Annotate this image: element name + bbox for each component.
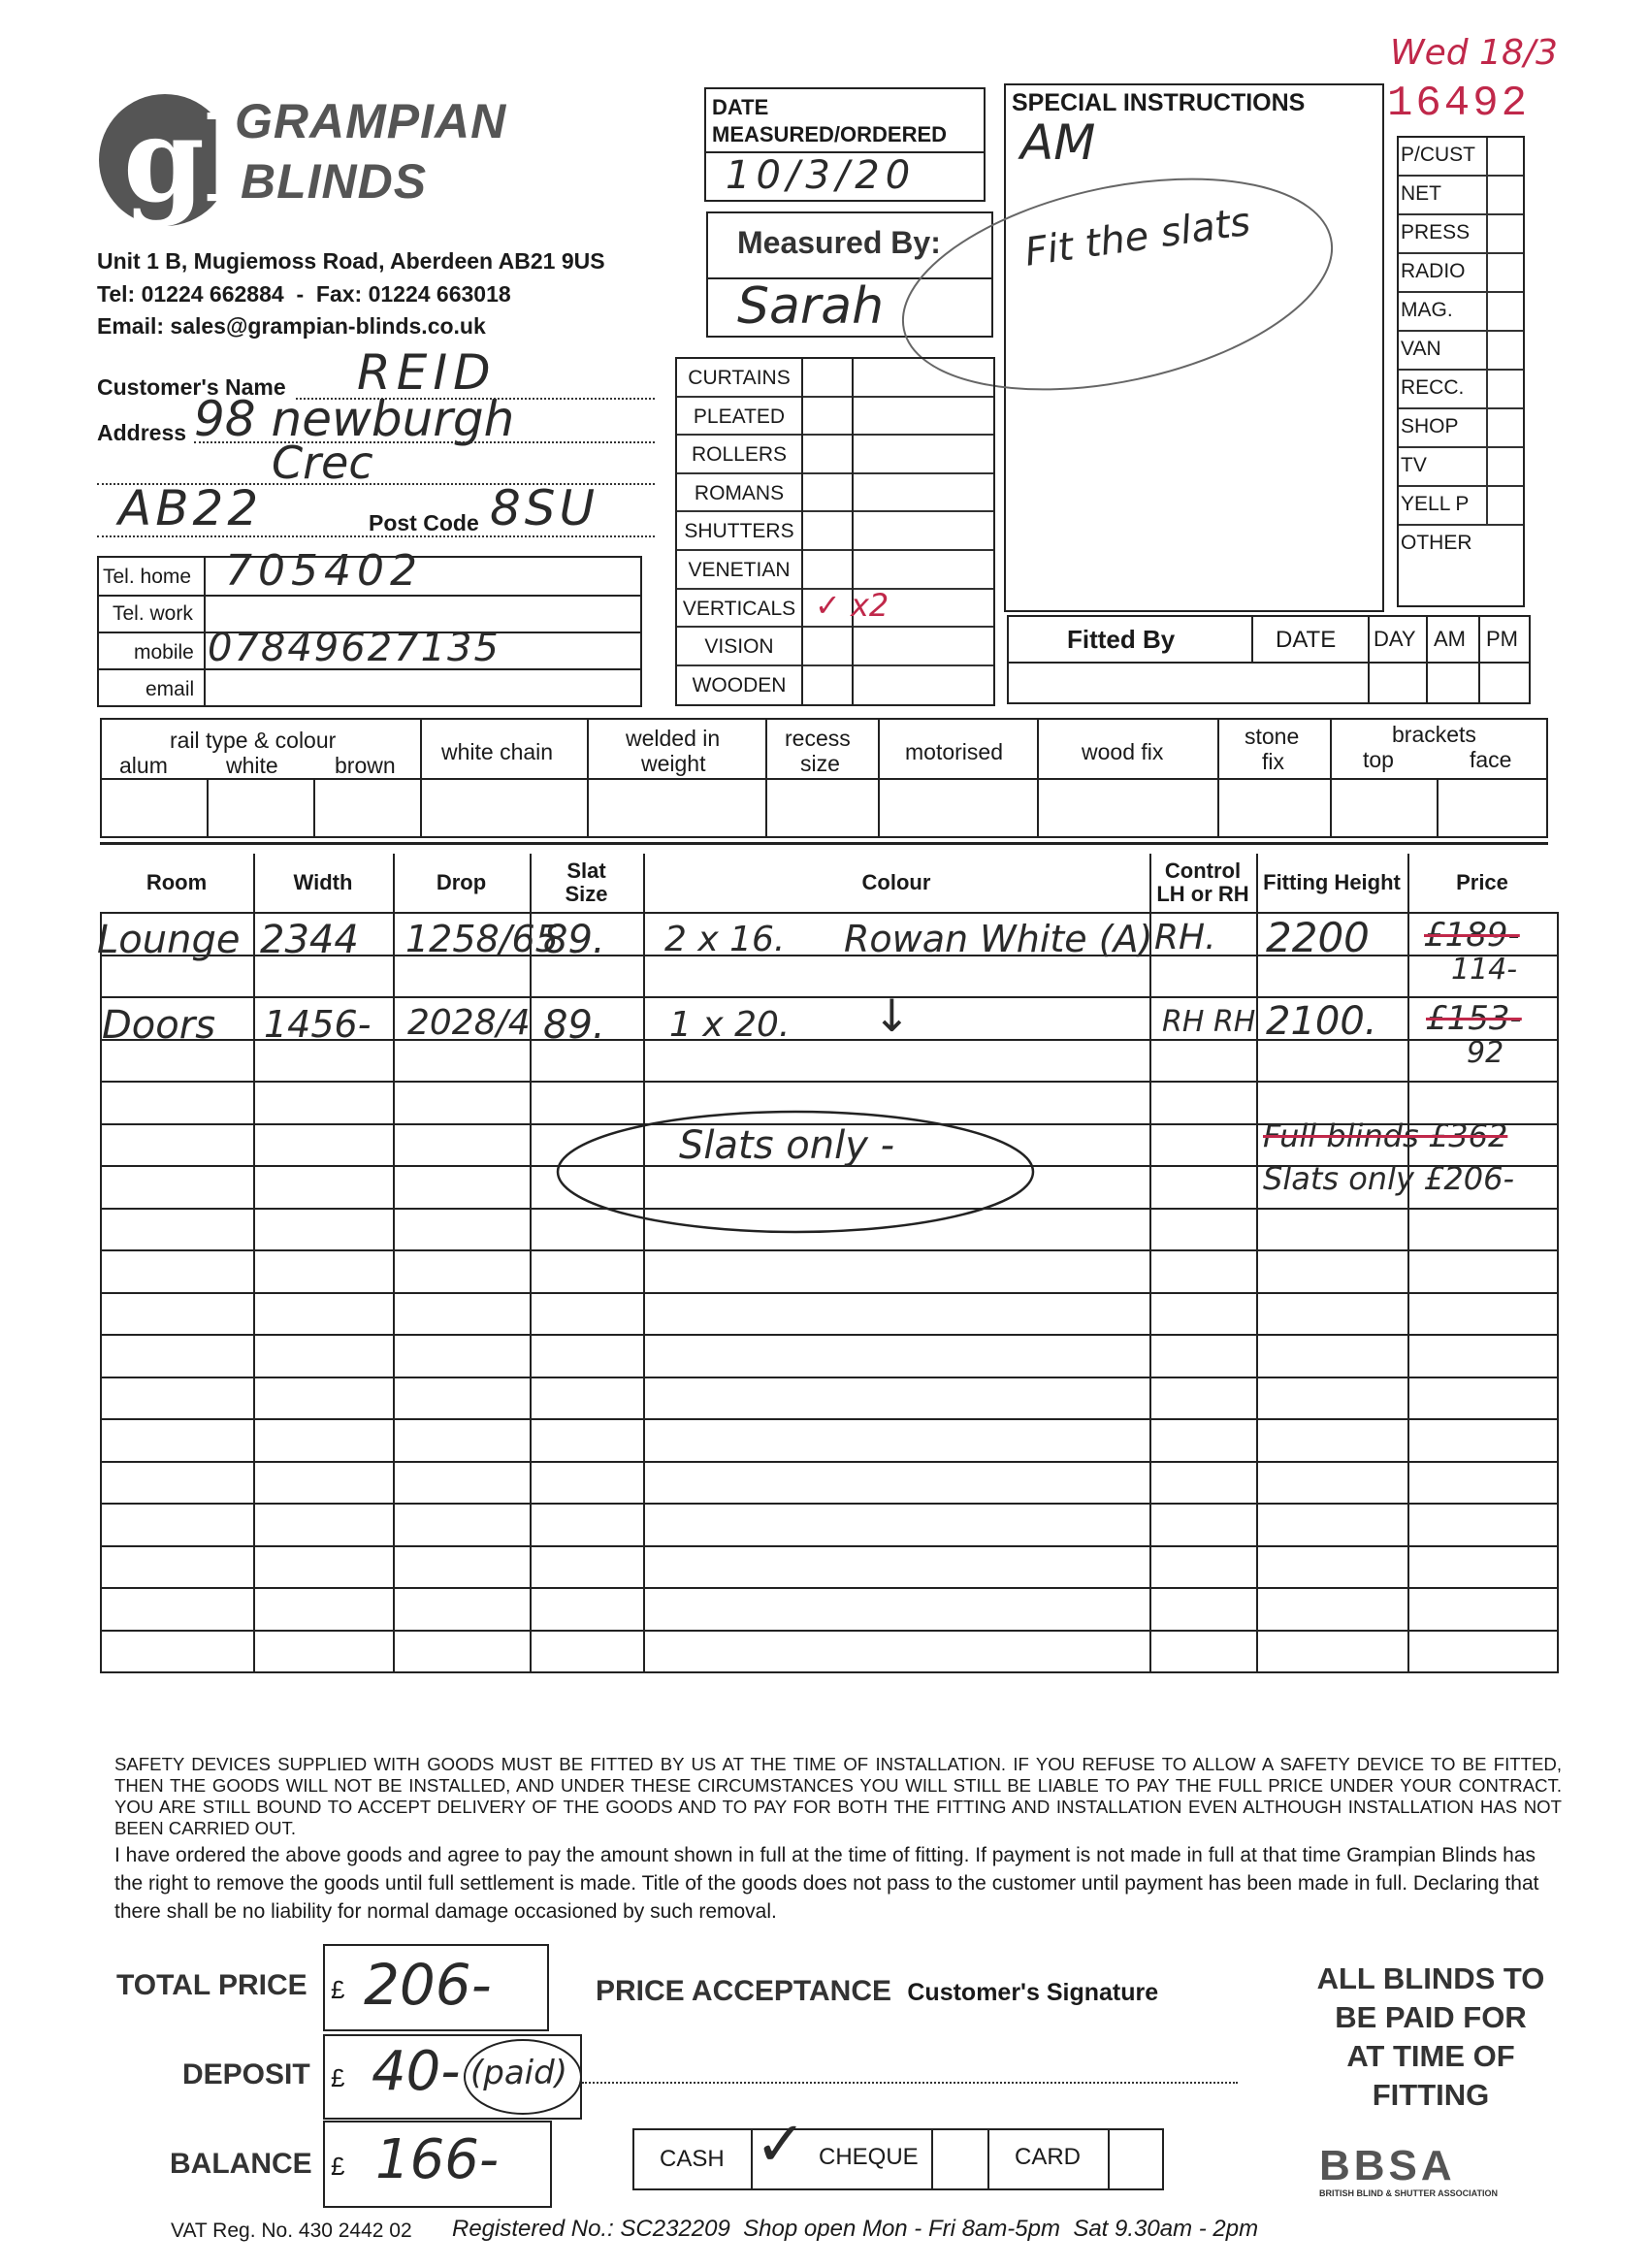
price-acceptance-title: PRICE ACCEPTANCE <box>596 1975 892 2007</box>
brackets-face-label: face <box>1470 747 1512 772</box>
header-slat <box>530 854 643 912</box>
source-checkbox[interactable] <box>1486 409 1523 446</box>
price-acceptance <box>596 1975 1158 2008</box>
source-label: OTHER <box>1401 532 1472 554</box>
fitted-am-label: AM <box>1434 627 1466 651</box>
stone-fix-label-2: fix <box>1262 749 1284 774</box>
payment-method-box <box>632 2109 1164 2190</box>
source-label: NET <box>1401 182 1441 205</box>
cheque-option[interactable]: CHEQUE <box>819 2144 919 2170</box>
cash-checkmark: ✓ <box>755 2109 807 2181</box>
header-slat-line1: Slat <box>566 859 606 883</box>
source-label: PRESS <box>1401 221 1471 243</box>
row1-price-new: 114- <box>1451 953 1518 987</box>
balance-value: 166- <box>375 2128 500 2191</box>
vat-number: VAT Reg. No. 430 2442 02 <box>171 2219 412 2242</box>
product-label: PLEATED <box>693 405 786 428</box>
date-label: DATE <box>712 95 769 119</box>
row2-qty: 1 x 20. <box>669 1005 791 1045</box>
source-list <box>1397 136 1525 607</box>
row1-colour: Rowan White (A) <box>844 918 1153 960</box>
product-checkbox[interactable] <box>803 436 852 472</box>
date-value: 10/3/20 <box>726 153 917 198</box>
brackets-label: brackets <box>1392 722 1476 747</box>
total-price-value: 206- <box>364 1952 492 2018</box>
postcode-prefix: AB22 <box>118 480 263 536</box>
tel-email-label: email <box>146 678 195 700</box>
source-checkbox[interactable] <box>1486 215 1523 252</box>
header-colour: Colour <box>861 870 931 894</box>
header-control-line1: Control <box>1164 859 1242 883</box>
product-label: VERTICALS <box>682 597 796 620</box>
row2-slat: 89. <box>543 1003 605 1048</box>
company-name-line1: GRAMPIAN <box>235 94 507 148</box>
source-checkbox[interactable] <box>1486 177 1523 213</box>
header-control <box>1149 854 1256 912</box>
source-checkbox[interactable] <box>1486 254 1523 291</box>
telephone-box <box>97 546 642 707</box>
source-row <box>1399 526 1523 565</box>
header-control-line2: LH or RH <box>1156 882 1249 906</box>
measured-by-value: Sarah <box>737 277 885 336</box>
currency-symbol: £ <box>331 2152 345 2181</box>
logo-mark <box>92 92 286 229</box>
source-checkbox[interactable] <box>1486 448 1523 485</box>
row1-width: 2344 <box>260 918 359 962</box>
row2-colour: ↓ <box>873 989 911 1042</box>
tel-home-value: 705402 <box>225 546 423 596</box>
product-row <box>677 551 993 590</box>
welded-label-2: weight <box>641 751 706 776</box>
motorised-label: motorised <box>905 739 1003 764</box>
bbsa-caption: BRITISH BLIND & SHUTTER ASSOCIATION <box>1319 2188 1498 2198</box>
header-width: Width <box>293 870 353 894</box>
deposit-label: DEPOSIT <box>182 2058 310 2090</box>
wood-fix-label: wood fix <box>1082 739 1164 764</box>
source-row <box>1399 138 1523 177</box>
balance-label: BALANCE <box>170 2148 312 2180</box>
source-checkbox[interactable] <box>1486 487 1523 524</box>
total-price-box <box>323 1944 549 2031</box>
agreement-terms: I have ordered the above goods and agree to pay the amount shown in full at the time of fitting. If payment is not made in full at that time Grampian Blinds has the right to remove the goods until full settlement is made. Title of the goods does not pass to the customer until payment has been made in full. Declaring that there shall be no liability for normal damage occasioned by such removal. <box>114 1844 1539 1923</box>
address-line2: Crec <box>272 437 373 489</box>
product-checkbox[interactable] <box>803 551 852 588</box>
product-label: VENETIAN <box>688 559 791 581</box>
fitted-by-box <box>1007 615 1531 704</box>
slats-only-price: Slats only £206- <box>1263 1160 1515 1197</box>
source-label: YELL P <box>1401 493 1470 515</box>
product-checkbox[interactable] <box>803 474 852 511</box>
product-row <box>677 512 993 551</box>
source-row <box>1399 409 1523 448</box>
white-chain-label: white chain <box>441 739 554 764</box>
payment-notice <box>1280 1960 1581 2115</box>
full-blinds-old: Full blinds £362 <box>1263 1118 1508 1154</box>
notice-line2: BE PAID FOR <box>1335 2000 1527 2034</box>
deposit-value: 40- <box>372 2040 461 2103</box>
product-row <box>677 436 993 474</box>
product-row <box>677 398 993 437</box>
product-row <box>677 359 993 398</box>
source-row <box>1399 371 1523 409</box>
logo-letters: gb <box>123 92 286 229</box>
row2-fitting: 2100. <box>1266 999 1377 1044</box>
row1-drop: 1258/65 <box>405 918 559 960</box>
source-checkbox[interactable] <box>1486 332 1523 369</box>
signature-label: Customer's Signature <box>907 1979 1159 2006</box>
product-checkbox[interactable] <box>803 666 852 705</box>
row2-price-old: £153- <box>1426 999 1522 1038</box>
product-checkbox[interactable] <box>803 359 852 396</box>
notice-line4: FITTING <box>1372 2078 1490 2112</box>
order-number: 16492 <box>1387 80 1531 128</box>
notice-line1: ALL BLINDS TO <box>1316 1961 1545 1995</box>
card-option[interactable]: CARD <box>1015 2144 1082 2170</box>
order-day: Wed 18/3 <box>1390 33 1558 73</box>
tel-mobile-value: 07849627135 <box>208 626 501 670</box>
welded-label-1: welded in <box>626 726 721 751</box>
currency-symbol: £ <box>331 1975 345 2004</box>
special-instructions-am: AM <box>1020 114 1096 171</box>
notice-line3: AT TIME OF <box>1346 2039 1515 2073</box>
source-row <box>1399 254 1523 293</box>
source-row <box>1399 487 1523 526</box>
source-checkbox[interactable] <box>1486 371 1523 407</box>
source-label: SHOP <box>1401 415 1459 437</box>
source-checkbox[interactable] <box>1486 293 1523 330</box>
source-label: P/CUST <box>1401 144 1476 166</box>
fitted-pm-label: PM <box>1486 627 1518 651</box>
row2-room: Doors <box>102 1003 216 1048</box>
special-instructions-label: SPECIAL INSTRUCTIONS <box>1012 89 1306 116</box>
company-logo <box>92 92 286 229</box>
rail-white-label: white <box>226 753 278 778</box>
source-label: RADIO <box>1401 260 1466 282</box>
tel-mobile-label: mobile <box>134 641 194 664</box>
currency-symbol: £ <box>331 2063 345 2092</box>
row2-width: 1456- <box>264 1003 372 1046</box>
row2-drop: 2028/4 <box>407 1003 531 1043</box>
safety-terms: SAFETY DEVICES SUPPLIED WITH GOODS MUST BE FITTED BY US AT THE TIME OF INSTALLATION. IF YOU REFUSE TO ALLOW A SAFETY DEVICE TO BE FITTED, THEN THE GOODS WILL NOT BE INSTALLED, AND UNDER THESE CIRCUMSTANCES YOU WILL STILL BE LIABLE TO PAY THE FULL PRICE UNDER YOUR CONTRACT. YOU ARE STILL BOUND TO ACCEPT DELIVERY OF THE GOODS AND TO PAY FOR BOTH THE FITTING AND INSTALLATION EVEN ALTHOUGH INSTALLATION HAS NOT BEEN CARRIED OUT. <box>114 1754 1562 1838</box>
company-address: Unit 1 B, Mugiemoss Road, Aberdeen AB21 9US <box>97 248 605 274</box>
tel-work-label: Tel. work <box>113 602 193 625</box>
address-label: Address <box>97 420 187 445</box>
stone-fix-label-1: stone <box>1245 724 1300 749</box>
product-checkbox[interactable] <box>803 398 852 435</box>
row1-qty: 2 x 16. <box>664 920 786 959</box>
product-label: SHUTTERS <box>684 520 794 543</box>
header-room: Room <box>146 870 208 894</box>
source-label: MAG. <box>1401 299 1453 321</box>
product-type-box <box>675 357 995 706</box>
customer-name-value: REID <box>357 344 497 401</box>
source-row <box>1399 177 1523 215</box>
cash-option[interactable]: CASH <box>660 2146 725 2172</box>
product-label: VISION <box>704 635 774 659</box>
header-slat-line2: Size <box>565 882 608 906</box>
source-row <box>1399 332 1523 371</box>
rail-alum-label: alum <box>119 753 168 778</box>
total-price-label: TOTAL PRICE <box>116 1969 307 2001</box>
registered-info: Registered No.: SC232209 Shop open Mon - Fri 8am-5pm Sat 9.30am - 2pm <box>452 2216 1259 2242</box>
special-instructions-box <box>1004 83 1384 612</box>
row2-price-new: 92 <box>1467 1036 1504 1070</box>
source-label: VAN <box>1401 338 1441 360</box>
product-checkbox[interactable] <box>803 628 852 664</box>
postcode-label: Post Code <box>369 510 479 535</box>
rail-brown-label: brown <box>335 753 396 778</box>
source-row <box>1399 215 1523 254</box>
source-label: TV <box>1401 454 1427 476</box>
source-checkbox[interactable] <box>1486 138 1523 175</box>
header-price: Price <box>1456 870 1508 894</box>
signature-line[interactable] <box>582 2082 1238 2084</box>
customer-name-label: Customer's Name <box>97 374 286 400</box>
balance-box <box>323 2121 552 2208</box>
row1-room: Lounge <box>97 918 241 962</box>
product-checkbox[interactable] <box>803 512 852 549</box>
fitted-day-label: DAY <box>1374 627 1416 651</box>
verticals-mark: ✓ x2 <box>815 587 889 624</box>
recess-label-2: size <box>800 751 840 776</box>
header-drop: Drop <box>436 870 487 894</box>
product-row <box>677 474 993 513</box>
order-table <box>100 854 1560 1746</box>
header-fitting-height: Fitting Height <box>1263 870 1401 894</box>
measured-by-label: Measured By: <box>737 225 941 260</box>
row1-fitting: 2200 <box>1266 914 1370 961</box>
source-label: RECC. <box>1401 376 1465 399</box>
rail-type-label: rail type & colour <box>170 728 337 753</box>
source-row <box>1399 448 1523 487</box>
fitted-date-label: DATE <box>1276 627 1337 653</box>
company-name-line2: BLINDS <box>241 154 428 209</box>
row1-slat: 89. <box>543 918 605 962</box>
deposit-box <box>323 2034 582 2120</box>
fitted-by-label: Fitted By <box>1067 625 1176 654</box>
recess-label-1: recess <box>785 726 851 751</box>
postcode-value: 8SU <box>490 480 599 536</box>
slats-only-note: Slats only - <box>679 1123 895 1168</box>
product-row <box>677 628 993 666</box>
bbsa-logo-text: BBSA <box>1319 2142 1456 2189</box>
address-line1: 98 newburgh <box>194 391 515 447</box>
tel-home-label: Tel. home <box>103 566 192 588</box>
product-label: CURTAINS <box>688 367 791 389</box>
row1-price-old: £189- <box>1424 916 1520 955</box>
measured-ordered-label: MEASURED/ORDERED <box>712 122 948 146</box>
product-label: WOODEN <box>692 673 787 697</box>
deposit-paid-note: (paid) <box>470 2054 567 2092</box>
brackets-top-label: top <box>1363 747 1394 772</box>
company-email: Email: sales@grampian-blinds.co.uk <box>97 313 486 339</box>
row2-control: RH RH <box>1162 1005 1256 1039</box>
bbsa-logo <box>1319 2142 1498 2198</box>
row1-control: RH. <box>1154 918 1216 957</box>
company-tel-fax: Tel: 01224 662884 - Fax: 01224 663018 <box>97 281 511 307</box>
special-instructions-note: Fit the slats <box>1021 199 1253 275</box>
product-label: ROLLERS <box>691 443 788 467</box>
product-row <box>677 666 993 705</box>
source-row <box>1399 293 1523 332</box>
product-label: ROMANS <box>694 481 785 504</box>
specs-box <box>100 718 1548 838</box>
